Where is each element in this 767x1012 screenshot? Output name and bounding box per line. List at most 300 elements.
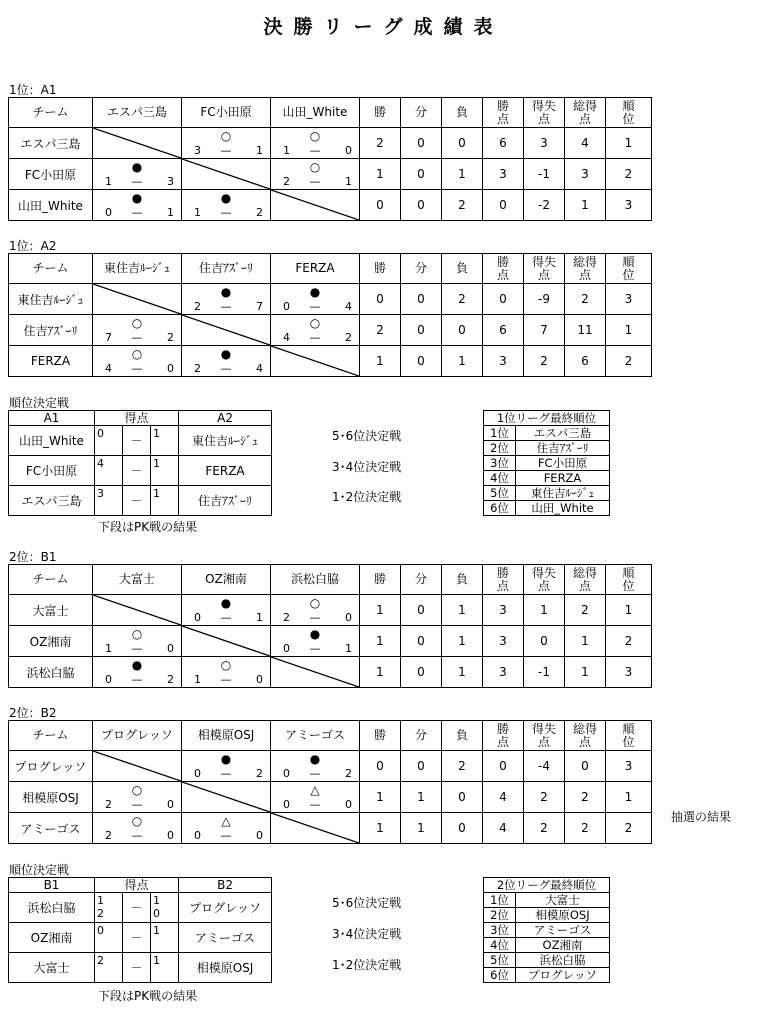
match-cell-box <box>271 782 359 812</box>
final-team: 住吉ｱｽﾞｰﾘ <box>516 441 610 456</box>
final-ranking-row <box>484 953 610 968</box>
result-mark: ○ <box>131 347 143 361</box>
stat-value: 1 <box>442 595 483 626</box>
match-result-cell <box>93 657 182 688</box>
final-rank: 2位 <box>484 441 516 456</box>
score-dash: — <box>309 642 321 655</box>
match-result-cell <box>182 346 271 377</box>
stat-header-top: 総得 <box>572 254 597 269</box>
right-score-cell <box>151 923 179 953</box>
final-ranking-table <box>483 410 610 516</box>
match-cell-box <box>182 346 270 376</box>
match-cell-box <box>93 782 181 812</box>
result-mark: ○ <box>131 814 143 828</box>
match-result-cell <box>271 128 360 159</box>
match-cell-box <box>182 315 270 345</box>
score-dash: － <box>123 456 151 486</box>
stat-header <box>606 565 652 595</box>
table-row <box>9 190 652 221</box>
league-table <box>8 253 652 377</box>
stat-value: 2 <box>565 782 606 813</box>
team-name: OZ湘南 <box>9 626 93 657</box>
score-against: 1 <box>345 642 352 655</box>
stat-value: 0 <box>442 782 483 813</box>
score-for: 1 <box>194 673 201 686</box>
table-row <box>9 657 652 688</box>
score-dash: — <box>131 829 143 842</box>
match-cell-box <box>182 128 270 158</box>
playoff-footnote: 下段はPK戦の結果 <box>98 520 198 534</box>
table-row <box>9 782 652 813</box>
score-for: 7 <box>105 331 112 344</box>
final-rank: 6位 <box>484 501 516 516</box>
result-mark: ○ <box>131 783 143 797</box>
match-cell-box <box>182 813 270 843</box>
match-cell-box <box>182 626 270 656</box>
stat-value: 1 <box>360 813 401 844</box>
stat-value: 0 <box>442 813 483 844</box>
diagonal-stroke <box>93 284 181 314</box>
diagonal-stroke <box>271 657 359 687</box>
stat-value: 0 <box>401 657 442 688</box>
stat-header-top: 得失 <box>531 565 556 580</box>
stat-value: 0 <box>483 190 524 221</box>
stat-header-bottom: 位 <box>622 578 635 593</box>
self-match-cell <box>93 284 182 315</box>
diagonal-line <box>271 190 359 220</box>
stat-header <box>524 98 565 128</box>
right-score: 1 <box>153 954 160 967</box>
stat-value: 0 <box>401 159 442 190</box>
stat-value: -9 <box>524 284 565 315</box>
stat-header <box>606 721 652 751</box>
final-ranking-row <box>484 938 610 953</box>
match-result-cell <box>271 315 360 346</box>
table-row <box>9 751 652 782</box>
match-cell-box <box>93 626 181 656</box>
final-rank: 1位 <box>484 893 516 908</box>
result-mark: ○ <box>220 129 232 143</box>
round-label: 3･4位決定戦 <box>332 927 402 941</box>
score-dash: — <box>131 673 143 686</box>
score-header: 得点 <box>95 878 179 893</box>
score-for: 0 <box>194 829 201 842</box>
stat-header <box>565 565 606 595</box>
stat-header-top: 勝 <box>496 254 509 269</box>
stat-value: 2 <box>524 346 565 377</box>
result-mark: ● <box>309 285 321 299</box>
score-against: 1 <box>345 175 352 188</box>
score-dash: － <box>123 893 151 923</box>
left-score: 1 <box>97 894 104 907</box>
playoff-row <box>9 426 272 456</box>
stat-value: -1 <box>524 159 565 190</box>
stat-header-bottom: 点 <box>537 267 550 282</box>
stat-header: 負 <box>442 721 483 751</box>
stat-value: 1 <box>360 626 401 657</box>
stat-value: 2 <box>442 190 483 221</box>
stat-header <box>565 98 606 128</box>
stat-header-top: 総得 <box>572 565 597 580</box>
playoff-label: 順位決定戦 <box>9 863 70 877</box>
stat-header-bottom: 点 <box>537 734 550 749</box>
stat-value: 3 <box>483 657 524 688</box>
score-against: 0 <box>256 829 263 842</box>
self-match-cell <box>271 657 360 688</box>
stat-header-bottom: 点 <box>496 267 509 282</box>
stat-value: 1 <box>442 159 483 190</box>
stat-value: 0 <box>401 751 442 782</box>
team-name: プログレッソ <box>9 751 93 782</box>
right-team: 東住吉ﾙｰｼﾞｭ <box>179 426 272 456</box>
diagonal-stroke <box>93 751 181 781</box>
final-ranking-title-row <box>484 878 610 893</box>
final-ranking-table <box>483 877 610 983</box>
score-against: 2 <box>167 331 174 344</box>
stat-value: 0 <box>483 751 524 782</box>
final-ranking-title-row <box>484 411 610 426</box>
stat-header-top: 順 <box>622 98 635 113</box>
team-name: 相模原OSJ <box>9 782 93 813</box>
match-cell-box <box>93 159 181 189</box>
score-header: 得点 <box>95 411 179 426</box>
score-for: 0 <box>105 673 112 686</box>
stat-header: 分 <box>401 565 442 595</box>
result-mark: ● <box>131 160 143 174</box>
stat-value: 0 <box>401 284 442 315</box>
diagonal-line <box>182 782 270 812</box>
match-cell-box <box>271 626 359 656</box>
stat-header-bottom: 点 <box>537 111 550 126</box>
score-against: 7 <box>256 300 263 313</box>
stat-header <box>483 254 524 284</box>
score-for: 2 <box>105 798 112 811</box>
playoff-label: 順位決定戦 <box>9 396 70 410</box>
left-score: 0 <box>97 427 104 440</box>
match-cell-box <box>271 813 359 843</box>
score-against: 2 <box>256 767 263 780</box>
team-name: 東住吉ﾙｰｼﾞｭ <box>9 284 93 315</box>
final-ranking-row <box>484 471 610 486</box>
match-cell-box <box>271 190 359 220</box>
team-name: 住吉ｱｽﾞｰﾘ <box>9 315 93 346</box>
score-for: 2 <box>105 829 112 842</box>
right-score-cell <box>151 426 179 456</box>
left-score-cell <box>95 456 123 486</box>
stat-header-top: 総得 <box>572 98 597 113</box>
header-row <box>9 98 652 128</box>
result-mark: ● <box>309 752 321 766</box>
match-result-cell <box>271 782 360 813</box>
opponent-header: FERZA <box>271 254 360 284</box>
stat-value: 0 <box>360 751 401 782</box>
final-team: FC小田原 <box>516 456 610 471</box>
score-for: 2 <box>283 611 290 624</box>
left-team: OZ湘南 <box>9 923 95 953</box>
score-against: 1 <box>256 144 263 157</box>
match-cell-box <box>271 751 359 781</box>
table-row <box>9 159 652 190</box>
right-score: 1 <box>153 487 160 500</box>
score-dash: — <box>131 642 143 655</box>
match-cell-box <box>271 284 359 314</box>
round-label: 3･4位決定戦 <box>332 460 402 474</box>
score-against: 0 <box>345 798 352 811</box>
final-team: 山田_White <box>516 501 610 516</box>
stat-value: 3 <box>606 190 652 221</box>
stat-value: 1 <box>565 626 606 657</box>
team-name: 大富士 <box>9 595 93 626</box>
final-rank: 1位 <box>484 426 516 441</box>
stat-value: 1 <box>606 782 652 813</box>
opponent-header: 住吉ｱｽﾞｰﾘ <box>182 254 271 284</box>
match-cell-box <box>182 595 270 625</box>
final-ranking-row <box>484 968 610 983</box>
stat-value: 0 <box>401 315 442 346</box>
score-against: 1 <box>167 206 174 219</box>
stat-value: 0 <box>360 190 401 221</box>
score-against: 0 <box>256 673 263 686</box>
score-for: 2 <box>194 362 201 375</box>
self-match-cell <box>271 190 360 221</box>
final-rank: 6位 <box>484 968 516 983</box>
team-name: 浜松白脇 <box>9 657 93 688</box>
opponent-header: 浜松白脇 <box>271 565 360 595</box>
right-score-cell <box>151 893 179 923</box>
result-mark: ○ <box>131 627 143 641</box>
match-cell-box <box>93 346 181 376</box>
playoff-row <box>9 486 272 516</box>
stat-value: 2 <box>606 813 652 844</box>
diagonal-stroke <box>93 595 181 625</box>
table-row <box>9 346 652 377</box>
diagonal-line <box>182 626 270 656</box>
score-for: 2 <box>283 175 290 188</box>
score-for: 0 <box>283 642 290 655</box>
stat-header: 負 <box>442 565 483 595</box>
stat-header-top: 勝 <box>496 565 509 580</box>
score-dash: － <box>123 486 151 516</box>
stat-value: 4 <box>565 128 606 159</box>
stat-header: 勝 <box>360 98 401 128</box>
left-group-header: A1 <box>9 411 95 426</box>
stat-header-bottom: 点 <box>537 578 550 593</box>
self-match-cell <box>271 813 360 844</box>
playoff-footnote: 下段はPK戦の結果 <box>98 989 198 1003</box>
match-cell-box <box>182 190 270 220</box>
stat-value: 0 <box>442 128 483 159</box>
score-dash: — <box>309 611 321 624</box>
stat-value: 0 <box>483 284 524 315</box>
left-team: 大富士 <box>9 953 95 983</box>
table-row <box>9 813 652 844</box>
stat-value: 3 <box>483 346 524 377</box>
stat-value: 3 <box>524 128 565 159</box>
final-ranking-row <box>484 893 610 908</box>
match-cell-box <box>271 159 359 189</box>
stat-value: 6 <box>483 315 524 346</box>
final-ranking-row <box>484 486 610 501</box>
round-label: 1･2位決定戦 <box>332 958 402 972</box>
stat-header-bottom: 点 <box>578 267 591 282</box>
stat-value: 6 <box>565 346 606 377</box>
score-for: 1 <box>105 642 112 655</box>
score-against: 0 <box>345 144 352 157</box>
result-mark: ● <box>220 596 232 610</box>
playoff-row <box>9 923 272 953</box>
page-title: 決勝リーグ成績表 <box>263 16 504 38</box>
league-table <box>8 97 652 221</box>
match-result-cell <box>182 813 271 844</box>
match-result-cell <box>182 128 271 159</box>
right-group-header: B2 <box>179 878 272 893</box>
stat-value: 3 <box>483 595 524 626</box>
result-mark: ● <box>131 191 143 205</box>
score-for: 3 <box>194 144 201 157</box>
match-result-cell <box>182 284 271 315</box>
final-ranking-title: 1位リーグ最終順位 <box>484 411 610 426</box>
match-result-cell <box>182 190 271 221</box>
score-dash: — <box>220 362 232 375</box>
stat-header <box>606 98 652 128</box>
final-rank: 5位 <box>484 486 516 501</box>
final-rank: 4位 <box>484 471 516 486</box>
team-header: チーム <box>9 565 93 595</box>
match-cell-box <box>271 315 359 345</box>
match-cell-box <box>93 128 181 158</box>
stat-value: 3 <box>483 626 524 657</box>
group-label: 1位：A1 <box>9 83 57 97</box>
diagonal-line <box>271 657 359 687</box>
stat-value: 1 <box>442 657 483 688</box>
stat-header-bottom: 位 <box>622 734 635 749</box>
final-team: OZ湘南 <box>516 938 610 953</box>
opponent-header: エスパ三島 <box>93 98 182 128</box>
score-dash: — <box>309 331 321 344</box>
result-mark: ● <box>220 752 232 766</box>
stat-header-bottom: 点 <box>496 734 509 749</box>
final-ranking-row <box>484 456 610 471</box>
team-header: チーム <box>9 98 93 128</box>
diagonal-line <box>182 159 270 189</box>
score-for: 4 <box>283 331 290 344</box>
stat-header-top: 得失 <box>531 721 556 736</box>
playoff-row <box>9 456 272 486</box>
stat-value: 3 <box>483 159 524 190</box>
score-dash: — <box>309 144 321 157</box>
result-mark: △ <box>310 783 320 797</box>
score-for: 1 <box>105 175 112 188</box>
match-cell-box <box>182 159 270 189</box>
score-dash: — <box>309 798 321 811</box>
score-dash: — <box>220 611 232 624</box>
final-rank: 2位 <box>484 908 516 923</box>
score-against: 1 <box>256 611 263 624</box>
stat-header-top: 総得 <box>572 721 597 736</box>
team-name: アミーゴス <box>9 813 93 844</box>
score-against: 3 <box>167 175 174 188</box>
right-group-header: A2 <box>179 411 272 426</box>
final-team: FERZA <box>516 471 610 486</box>
stat-value: 1 <box>401 813 442 844</box>
result-mark: ○ <box>131 316 143 330</box>
team-name: エスパ三島 <box>9 128 93 159</box>
score-dash: － <box>123 426 151 456</box>
match-result-cell <box>271 284 360 315</box>
final-ranking-row <box>484 501 610 516</box>
table-row <box>9 284 652 315</box>
diagonal-stroke <box>271 813 359 843</box>
lottery-note: 抽選の結果 <box>671 810 732 824</box>
diagonal-line <box>93 128 181 158</box>
left-score-cell <box>95 923 123 953</box>
header-row <box>9 254 652 284</box>
score-for: 2 <box>194 300 201 313</box>
right-team: プログレッソ <box>179 893 272 923</box>
match-result-cell <box>182 595 271 626</box>
round-label: 5･6位決定戦 <box>332 429 402 443</box>
round-label: 5･6位決定戦 <box>332 896 402 910</box>
left-score: 2 <box>97 907 104 920</box>
score-against: 0 <box>167 642 174 655</box>
diagonal-stroke <box>93 128 181 158</box>
stat-value: 2 <box>565 284 606 315</box>
diagonal-line <box>93 284 181 314</box>
round-label: 1･2位決定戦 <box>332 490 402 504</box>
stat-header: 勝 <box>360 565 401 595</box>
self-match-cell <box>182 626 271 657</box>
diagonal-line <box>271 346 359 376</box>
stat-value: 0 <box>565 751 606 782</box>
score-dash: — <box>220 300 232 313</box>
playoff-header-row <box>9 411 272 426</box>
left-team: 山田_White <box>9 426 95 456</box>
playoff-table <box>8 877 272 983</box>
stat-header: 勝 <box>360 254 401 284</box>
match-cell-box <box>93 751 181 781</box>
left-score-cell <box>95 486 123 516</box>
opponent-header: 大富士 <box>93 565 182 595</box>
stat-header: 分 <box>401 721 442 751</box>
opponent-header: アミーゴス <box>271 721 360 751</box>
score-against: 2 <box>345 767 352 780</box>
stat-value: 2 <box>524 782 565 813</box>
score-for: 1 <box>194 206 201 219</box>
match-result-cell <box>182 751 271 782</box>
opponent-header: 相模原OSJ <box>182 721 271 751</box>
stat-value: 3 <box>606 284 652 315</box>
score-for: 1 <box>283 144 290 157</box>
score-dash: — <box>220 829 232 842</box>
stat-value: -4 <box>524 751 565 782</box>
final-ranking-title: 2位リーグ最終順位 <box>484 878 610 893</box>
score-against: 4 <box>256 362 263 375</box>
match-cell-box <box>182 782 270 812</box>
diagonal-stroke <box>182 159 270 189</box>
left-team: FC小田原 <box>9 456 95 486</box>
diagonal-line <box>93 751 181 781</box>
stat-value: 11 <box>565 315 606 346</box>
final-team: エスパ三島 <box>516 426 610 441</box>
playoff-header-row <box>9 878 272 893</box>
final-rank: 5位 <box>484 953 516 968</box>
self-match-cell <box>182 782 271 813</box>
stat-value: 2 <box>606 626 652 657</box>
score-against: 2 <box>167 673 174 686</box>
left-score-cell <box>95 426 123 456</box>
score-for: 4 <box>105 362 112 375</box>
stat-value: 2 <box>442 284 483 315</box>
